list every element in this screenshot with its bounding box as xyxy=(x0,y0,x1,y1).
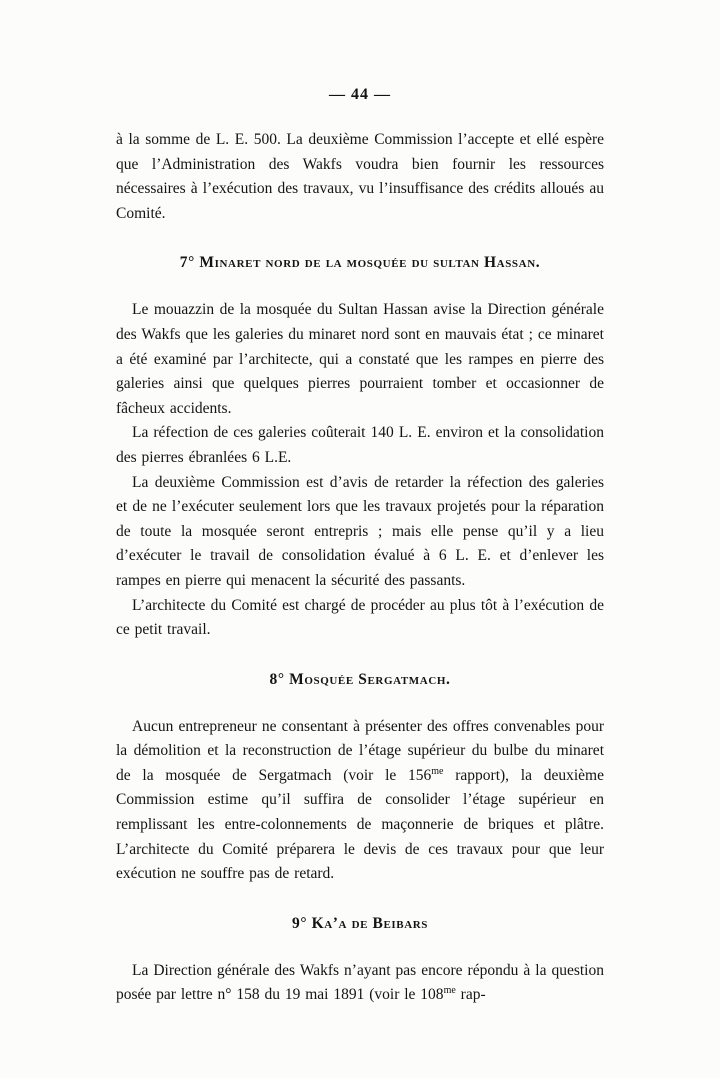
page-content xyxy=(116,0,604,1008)
section-heading xyxy=(116,254,604,272)
paragraph xyxy=(116,715,604,887)
text-run: à la somme de L. E. 500. La deuxième Commission l’accepte et ellé espère que l’Administration des Wakfs voudra bien fournir les ressources nécessaires à l’exécution des travaux, vu l’insuffisance des crédits alloués au Comité. xyxy=(116,131,604,222)
text-blocks xyxy=(116,128,604,1008)
text-run: rap- xyxy=(455,986,486,1004)
text-run: Le mouazzin de la mosquée du Sultan Hassan avise la Direction générale des Wakfs que les galeries du minaret nord sont en mauvais état ; ce minaret a été examiné par l’architecte, qui a constaté que les rampes en pierre des galeries ainsi que quelques pierres pourraient tomber et occasionner de fâcheux accidents. xyxy=(116,301,604,417)
text-run: rapport), la deuxième Commission estime qu’il suffira de consolider l’étage supérieur en remplissant les entre-colonnements de maçonnerie de briques et plâtre. L’architecte du Comité préparera le devis de ces travaux pour que leur exécution ne souffre pas de retard. xyxy=(116,766,604,883)
paragraph xyxy=(116,959,604,1008)
text-run: 9° Ka’a de Beibars xyxy=(291,914,429,932)
paragraph xyxy=(116,421,604,470)
text-run: L’architecte du Comité est chargé de procéder au plus tôt à l’exécution de ce petit travail. xyxy=(116,596,604,639)
superscript-ordinal: me xyxy=(443,985,456,997)
paragraph xyxy=(116,594,604,643)
paragraph xyxy=(116,298,604,421)
text-run: La réfection de ces galeries coûterait 140 L. E. environ et la consolidation des pierres ébranlées 6 L.E. xyxy=(116,424,604,466)
section-heading xyxy=(116,915,604,933)
text-run: Aucun entrepreneur ne consentant à présenter des offres convenables pour la démolition et la reconstruction de l’étage supérieur du bulbe du minaret de la mosquée de Sergatmach (voir le 156 xyxy=(116,717,604,784)
text-run: La Direction générale des Wakfs n’ayant pas encore répondu à la question posée par lettre n° 158 du 19 mai 1891 (voir le 108 xyxy=(116,961,604,1004)
text-run: 7° Minaret nord de la mosquée du sultan Hassan. xyxy=(179,254,541,272)
paragraph xyxy=(116,128,604,226)
text-run: 8° Mosquée Sergatmach. xyxy=(269,670,451,688)
page-number: — 44 — xyxy=(329,86,391,103)
section-heading xyxy=(116,671,604,689)
paragraph xyxy=(116,471,604,594)
text-run: La deuxième Commission est d’avis de retarder la réfection des galeries et de ne l’exécuter seulement lors que les travaux projetés pour la réparation de toute la mosquée seront entrepris ; mais elle pense qu’il y a lieu d’exécuter le travail de consolidation évalué à 6 L. E. et d’enlever les rampes en pierre qui menacent la sécurité des passants. xyxy=(116,473,604,589)
superscript-ordinal: me xyxy=(431,765,444,777)
